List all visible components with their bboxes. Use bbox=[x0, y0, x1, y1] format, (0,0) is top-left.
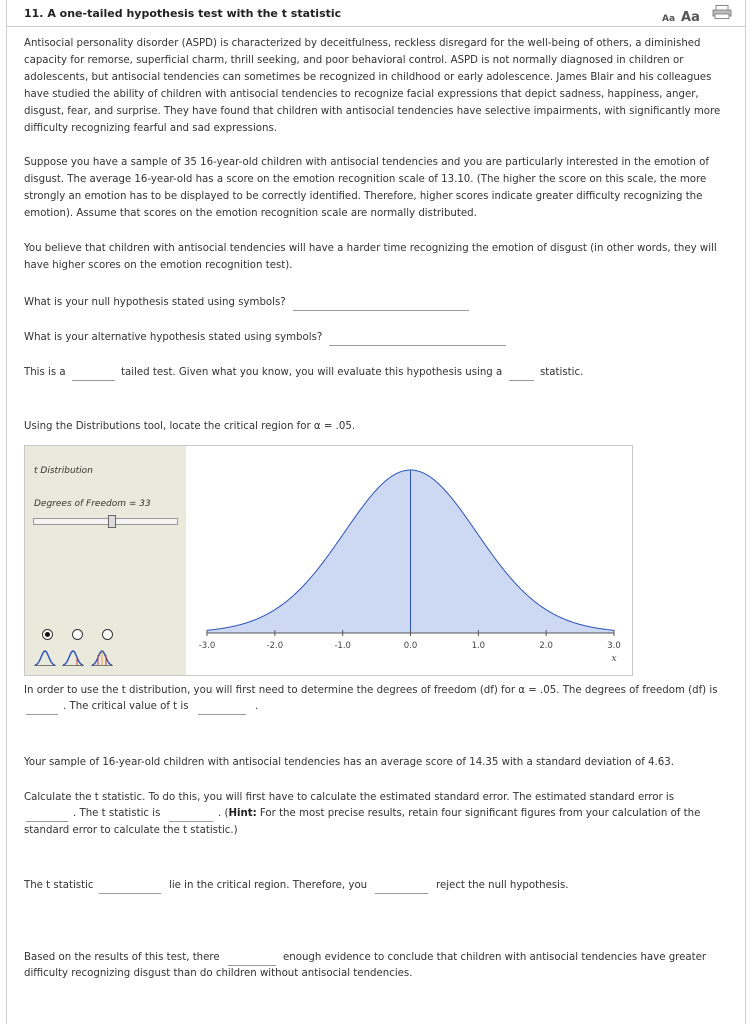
lies-in-region-dropdown[interactable] bbox=[99, 882, 161, 894]
x-tick-label: 1.0 bbox=[471, 641, 486, 651]
test-type-question bbox=[24, 367, 66, 378]
radio-one-tail[interactable] bbox=[42, 629, 53, 640]
x-tick-label: 3.0 bbox=[607, 641, 621, 651]
text-size-small-button[interactable]: Aa bbox=[662, 14, 676, 24]
locate-instruction: Using the Distributions tool, locate the critical region for α = .05. bbox=[24, 421, 356, 432]
evidence-dropdown[interactable] bbox=[228, 954, 276, 966]
x-tick-label: 2.0 bbox=[539, 641, 553, 651]
hint-body: For the most precise results, retain four significant figures from your calculation of the bbox=[256, 808, 701, 819]
conclusion-line2: difficulty recognizing disgust than do children without antisocial tendencies. bbox=[24, 968, 413, 979]
critical-value-input[interactable] bbox=[198, 703, 246, 715]
dof-slider-thumb[interactable] bbox=[108, 515, 116, 528]
x-tick-label: -3.0 bbox=[198, 641, 216, 651]
x-axis-label: x bbox=[611, 654, 617, 664]
critical-value-label: . The critical value of t is bbox=[63, 701, 189, 712]
x-tick-label: 0.0 bbox=[403, 641, 418, 651]
x-tick-label: -1.0 bbox=[334, 641, 351, 651]
null-hypothesis-label: What is your null hypothesis stated using symbols? bbox=[24, 297, 286, 308]
df-period: . bbox=[255, 701, 259, 712]
page-title: 11. A one-tailed hypothesis test with the t statistic bbox=[24, 7, 342, 20]
hint-label: Hint: bbox=[228, 808, 257, 819]
header-divider bbox=[6, 26, 746, 27]
one-tail-icon[interactable] bbox=[34, 649, 56, 667]
hint-text bbox=[218, 808, 700, 819]
distributions-tool bbox=[24, 445, 633, 676]
t-distribution-plot[interactable] bbox=[187, 446, 632, 675]
alt-hypothesis-question bbox=[24, 332, 322, 343]
multi-line-icon[interactable] bbox=[91, 649, 113, 667]
radio-two-tail[interactable] bbox=[72, 629, 83, 640]
t-statistic-input[interactable] bbox=[169, 810, 213, 822]
scenario-paragraph: Suppose you have a sample of 35 16-year-old children with antisocial tendencies and you are particularly interested in the emotion of disgust. The average 16-year-old has a score on the emotion recognition scale of 13.10. (The higher the score on this scale, the more strongly an emotion has to be displayed to be correctly identified. Therefore, higher scores indicate greater difficulty recognizing the emotion). Assume that scores on the emotion recognition scale are normally distributed. bbox=[24, 157, 709, 219]
tool-control-panel bbox=[25, 446, 186, 675]
tailed-text: tailed test. Given what you know, you will evaluate this hypothesis using a bbox=[121, 367, 503, 378]
reject-decision-dropdown[interactable] bbox=[375, 882, 428, 894]
radio-multi-line[interactable] bbox=[102, 629, 113, 640]
print-icon[interactable] bbox=[712, 5, 732, 19]
df-question: In order to use the t distribution, you will first need to determine the degrees of freedom (df) for α = .05. The degrees of freedom (df) is bbox=[24, 685, 718, 696]
df-input[interactable] bbox=[26, 703, 58, 715]
tail-type-dropdown[interactable] bbox=[72, 369, 115, 381]
critical-region-prefix: The t statistic bbox=[24, 880, 94, 891]
statistic-type-dropdown[interactable] bbox=[509, 369, 534, 381]
intro-paragraph: Antisocial personality disorder (ASPD) is characterized by deceitfulness, reckless disregard for the well-being of others, a diminished capacity for remorse, superficial charm, thrill seeking, and poor behavioral control. ASPD is not normally diagnosed in children or adolescents, but antisocial tendencies can sometimes be recognized in childhood or early adolescence. James Blair and his colleagues have studied the ability of children with antisocial tendencies to recognize facial expressions that depict sadness, happiness, anger, disgust, fear, and surprise. They have found that children with antisocial tendencies have selective impairments, with significantly more difficulty recognizing fearful and sad expressions. bbox=[24, 38, 721, 134]
statistic-text: statistic. bbox=[540, 367, 584, 378]
x-tick-label: -2.0 bbox=[266, 641, 284, 651]
calc-instruction-end: standard error to calculate the t statistic.) bbox=[24, 825, 238, 836]
sample-paragraph: Your sample of 16-year-old children with antisocial tendencies has an average score of 14.35 with a standard deviation of 4.63. bbox=[24, 757, 674, 768]
critical-region-suffix: reject the null hypothesis. bbox=[436, 880, 569, 891]
critical-region-mid: lie in the critical region. Therefore, you bbox=[169, 880, 368, 891]
null-hypothesis-dropdown[interactable] bbox=[293, 299, 469, 311]
alt-hypothesis-dropdown[interactable] bbox=[329, 334, 506, 346]
text-size-large-button[interactable]: Aa bbox=[681, 10, 700, 25]
two-tail-icon[interactable] bbox=[62, 649, 84, 667]
this-is-a-label: This is a bbox=[24, 367, 66, 378]
alt-hypothesis-label: What is your alternative hypothesis stated using symbols? bbox=[24, 332, 323, 343]
text-size-controls bbox=[662, 6, 700, 25]
standard-error-input[interactable] bbox=[26, 810, 68, 822]
dof-slider-track[interactable] bbox=[33, 518, 178, 525]
null-hypothesis-question bbox=[24, 297, 286, 308]
distribution-title: t Distribution bbox=[34, 466, 93, 476]
degrees-of-freedom-label: Degrees of Freedom = 33 bbox=[34, 499, 151, 509]
belief-paragraph: You believe that children with antisocial tendencies will have a harder time recognizing the emotion of disgust (in other words, they will have higher scores on the emotion recognition test). bbox=[24, 243, 717, 271]
conclusion-suffix: enough evidence to conclude that children with antisocial tendencies have greater bbox=[283, 952, 707, 963]
hint-prefix: . ( bbox=[218, 808, 229, 819]
t-statistic-is-label: . The t statistic is bbox=[73, 808, 161, 819]
calc-instruction: Calculate the t statistic. To do this, you will first have to calculate the estimated standard error. The estimated standard error is bbox=[24, 792, 675, 803]
conclusion-prefix: Based on the results of this test, there bbox=[24, 952, 220, 963]
